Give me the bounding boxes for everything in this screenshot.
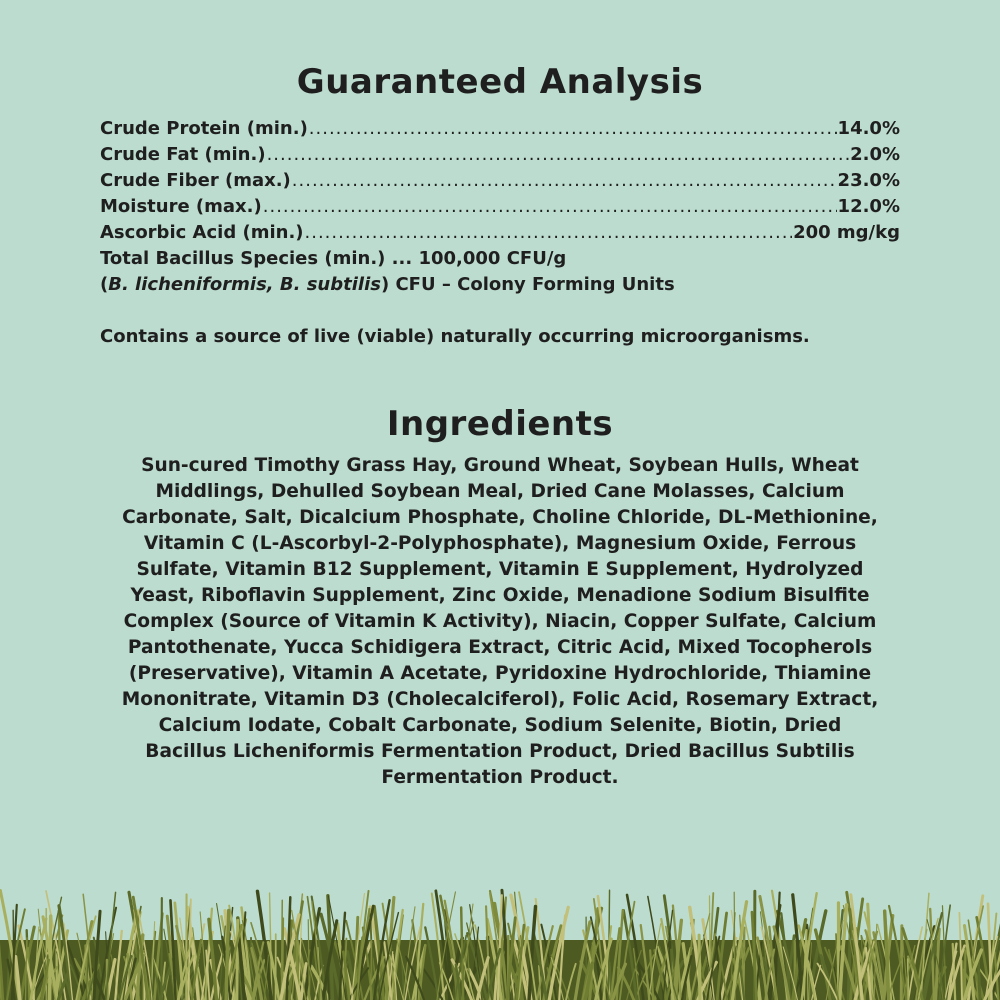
- grass-blade: [978, 956, 980, 1000]
- species-open: (: [100, 274, 109, 295]
- ingredients-line: Fermentation Product.: [381, 767, 619, 788]
- grass-blade: [50, 916, 51, 1000]
- species-names: B. licheniformis, B. subtilis: [108, 274, 381, 295]
- bacillus-line: Total Bacillus Species (min.) ... 100,000 CFU/g: [100, 248, 567, 269]
- ingredients-line: Bacillus Licheniformis Fermentation Product, Dried Bacillus Subtilis: [145, 741, 855, 762]
- dot-leader: [292, 170, 837, 191]
- ingredients-line: Pantothenate, Yucca Schidigera Extract, Citric Acid, Mixed Tocopherols: [127, 637, 873, 658]
- microorganism-note: Contains a source of live (viable) naturally occurring microorganisms.: [100, 326, 810, 347]
- grass-blade: [237, 920, 238, 1000]
- analysis-value: 23.0%: [837, 170, 900, 191]
- grass-blade: [371, 940, 372, 1000]
- grass-illustration: [0, 880, 1000, 1000]
- analysis-label: Crude Fat (min.): [100, 144, 266, 165]
- grass-blade: [699, 935, 700, 1000]
- dot-leader: [267, 144, 850, 165]
- ingredients-title: Ingredients: [386, 404, 614, 444]
- ingredients-line: Sulfate, Vitamin B12 Supplement, Vitamin E Supplement, Hydrolyzed: [136, 559, 864, 580]
- analysis-row: [100, 170, 900, 196]
- ingredients-line: Calcium Iodate, Cobalt Carbonate, Sodium Selenite, Biotin, Dried: [158, 715, 842, 736]
- analysis-row: [100, 118, 900, 144]
- analysis-label: Crude Fiber (max.): [100, 170, 291, 191]
- ingredients-line: Carbonate, Salt, Dicalcium Phosphate, Choline Chloride, DL-Methionine,: [122, 507, 878, 528]
- ingredients-line: Vitamin C (L-Ascorbyl-2-Polyphosphate), Magnesium Oxide, Ferrous: [143, 533, 857, 554]
- dot-leader: [305, 222, 793, 243]
- ingredients-list: [100, 453, 900, 791]
- guaranteed-analysis-title: Guaranteed Analysis: [296, 62, 704, 102]
- analysis-value: 200 mg/kg: [793, 222, 900, 243]
- ingredients-line: Mononitrate, Vitamin D3 (Cholecalciferol), Folic Acid, Rosemary Extract,: [121, 689, 879, 710]
- grass-blade: [908, 959, 909, 1000]
- analysis-row: [100, 222, 900, 248]
- species-close: ) CFU – Colony Forming Units: [380, 274, 675, 295]
- ingredients-line: Complex (Source of Vitamin K Activity), Niacin, Copper Sulfate, Calcium: [123, 611, 877, 632]
- analysis-label: Ascorbic Acid (min.): [100, 222, 304, 243]
- analysis-value: 12.0%: [837, 196, 900, 217]
- analysis-row: [100, 196, 900, 222]
- analysis-label: Moisture (max.): [100, 196, 262, 217]
- analysis-value: 2.0%: [850, 144, 900, 165]
- ingredients-line: Sun-cured Timothy Grass Hay, Ground Wheat, Soybean Hulls, Wheat: [141, 455, 859, 476]
- analysis-label: Crude Protein (min.): [100, 118, 308, 139]
- dot-leader: [263, 196, 837, 217]
- species-line: [100, 274, 900, 300]
- analysis-value: 14.0%: [837, 118, 900, 139]
- ingredients-line: Middlings, Dehulled Soybean Meal, Dried Cane Molasses, Calcium: [155, 481, 845, 502]
- analysis-row: [100, 144, 900, 170]
- ingredients-line: (Preservative), Vitamin A Acetate, Pyridoxine Hydrochloride, Thiamine: [128, 663, 872, 684]
- guaranteed-analysis-table: [100, 118, 900, 300]
- ingredients-line: Yeast, Riboflavin Supplement, Zinc Oxide, Menadione Sodium Bisulfite: [130, 585, 870, 606]
- dot-leader: [309, 118, 837, 139]
